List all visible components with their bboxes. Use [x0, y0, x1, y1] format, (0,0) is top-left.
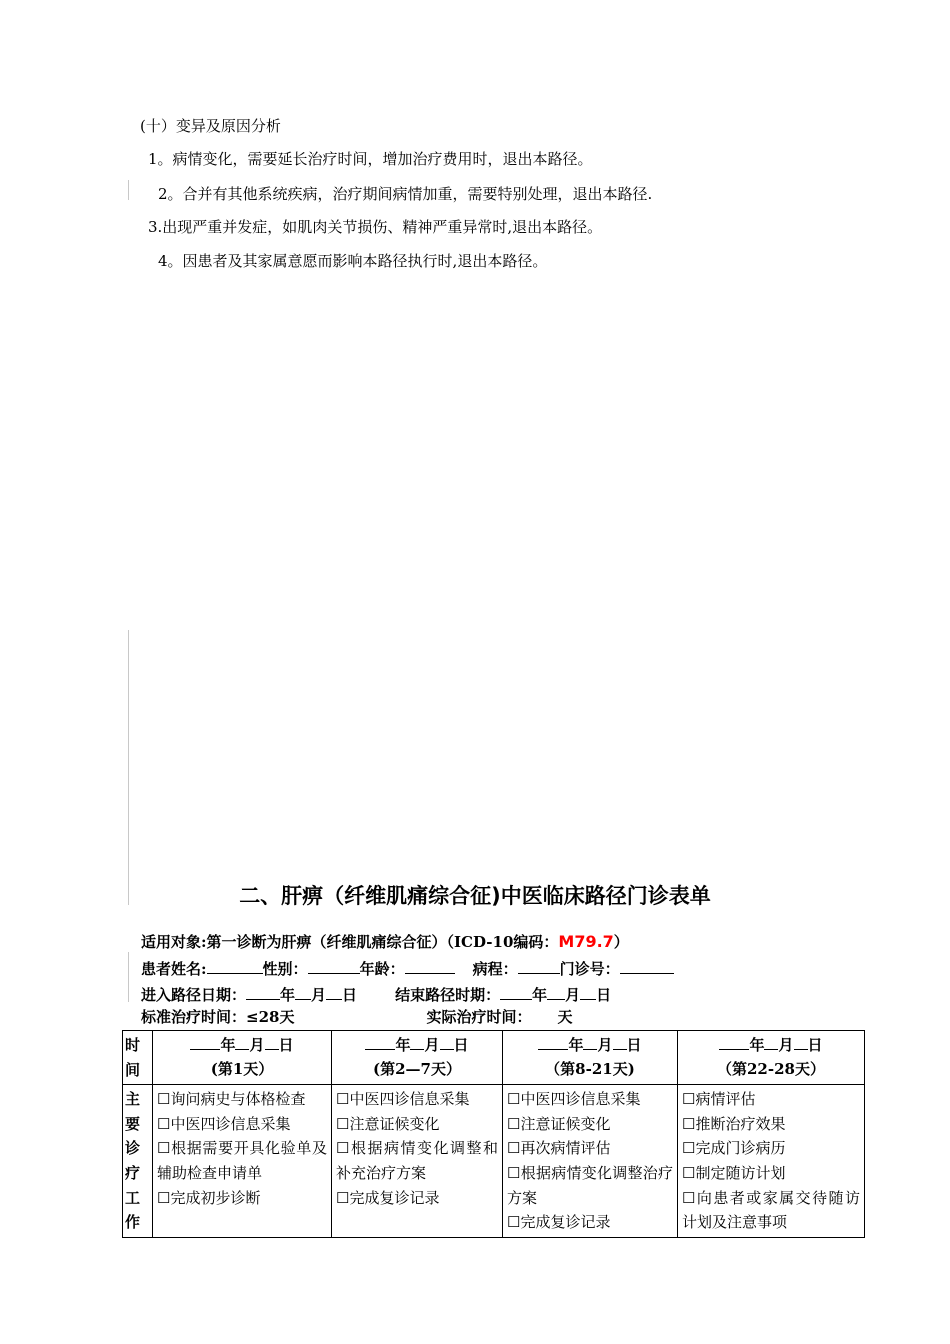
end-year-label: 年: [532, 986, 548, 1004]
checklist-item[interactable]: ☐推断治疗效果: [682, 1114, 786, 1133]
day-field[interactable]: [794, 1034, 808, 1050]
age-label: 年龄：: [359, 960, 405, 978]
course-field[interactable]: [518, 958, 560, 974]
date-line: [336, 1033, 498, 1057]
checklist-item[interactable]: ☐完成复诊记录: [507, 1213, 611, 1232]
form-title: 二、肝痹（纤维肌痛综合征)中医临床路径门诊表单: [239, 884, 711, 908]
table-header-row: [123, 1031, 865, 1085]
standard-time-label: 标准治疗时间：≤28天: [141, 1008, 295, 1026]
task-cell-day-1: [153, 1085, 332, 1238]
period-label: （第22-28天）: [717, 1060, 825, 1078]
actual-time-label: 实际治疗时间：: [426, 1008, 532, 1026]
end-day-label: 日: [596, 986, 612, 1004]
year-field[interactable]: [719, 1034, 749, 1050]
entry-year-field[interactable]: [246, 984, 280, 1000]
row-label-char: 工: [125, 1188, 141, 1207]
day-label: 日: [278, 1036, 294, 1054]
clinic-no-field[interactable]: [620, 958, 674, 974]
day-field[interactable]: [613, 1034, 627, 1050]
checklist-item[interactable]: ☐根据病情变化调整治疗方案: [507, 1163, 673, 1207]
checklist-item[interactable]: ☐再次病情评估: [507, 1139, 611, 1158]
clinic-no-label: 门诊号：: [559, 960, 620, 978]
margin-mark: [128, 180, 129, 200]
date-line: [507, 1033, 673, 1057]
row-label-char: 疗: [125, 1163, 141, 1182]
checklist-item[interactable]: ☐询问病史与体格检查: [157, 1090, 306, 1109]
month-label: 月: [597, 1036, 613, 1054]
row-label-char: 主: [125, 1090, 141, 1109]
variation-item-2: 2。合并有其他系统疾病，治疗期间病情加重，需要特别处理，退出本路径.: [158, 185, 653, 203]
checklist-item[interactable]: ☐中医四诊信息采集: [336, 1090, 470, 1109]
task-cell-day-22-28: [678, 1085, 865, 1238]
period-label: (第2—7天）: [373, 1060, 461, 1078]
column-header-day-2-7: [332, 1031, 503, 1085]
task-cell-day-2-7: [332, 1085, 503, 1238]
entry-month-label: 月: [311, 986, 327, 1004]
checklist-item[interactable]: ☐病情评估: [682, 1090, 756, 1109]
icd-code: M79.7: [558, 932, 614, 951]
time-label-char: 时: [125, 1036, 141, 1054]
applicable-line: [141, 932, 629, 952]
row-label-char: 要: [125, 1114, 141, 1133]
entry-date-label: 进入路径日期：: [141, 986, 247, 1004]
checklist-item[interactable]: ☐制定随访计划: [682, 1163, 786, 1182]
sex-field[interactable]: [308, 958, 360, 974]
day-field[interactable]: [265, 1034, 279, 1050]
sex-label: 性别：: [262, 960, 308, 978]
month-label: 月: [778, 1036, 794, 1054]
main-work-row: [123, 1085, 865, 1238]
year-field[interactable]: [538, 1034, 568, 1050]
checklist-item[interactable]: ☐向患者或家属交待随访计划及注意事项: [682, 1188, 860, 1232]
dates-line: [141, 984, 611, 1005]
course-label: 病程：: [472, 960, 518, 978]
column-header-day-1: [153, 1031, 332, 1085]
checklist-item[interactable]: ☐根据需要开具化验单及辅助检查申请单: [157, 1139, 327, 1182]
month-field[interactable]: [583, 1034, 597, 1050]
checklist-item[interactable]: ☐中医四诊信息采集: [157, 1114, 291, 1133]
date-line: [682, 1033, 860, 1057]
day-label: 日: [626, 1036, 642, 1054]
end-year-field[interactable]: [500, 984, 532, 1000]
checklist-item[interactable]: ☐完成复诊记录: [336, 1188, 440, 1207]
year-label: 年: [395, 1036, 411, 1054]
end-month-label: 月: [565, 986, 581, 1004]
checklist-item[interactable]: ☐中医四诊信息采集: [507, 1090, 641, 1109]
checklist-item[interactable]: ☐根据病情变化调整和补充治疗方案: [336, 1139, 498, 1182]
patient-line: [141, 958, 674, 979]
entry-day-label: 日: [342, 986, 358, 1004]
period-label: (第1天）: [210, 1060, 274, 1078]
row-label-char: 诊: [125, 1139, 141, 1158]
end-day-field[interactable]: [580, 984, 596, 1000]
month-label: 月: [249, 1036, 265, 1054]
pathway-table: [122, 1030, 865, 1238]
end-month-field[interactable]: [547, 984, 565, 1000]
date-line: [157, 1033, 327, 1057]
day-field[interactable]: [440, 1034, 454, 1050]
patient-name-label: 患者姓名:: [141, 960, 207, 978]
month-label: 月: [424, 1036, 440, 1054]
age-field[interactable]: [405, 958, 455, 974]
checklist-item[interactable]: ☐完成初步诊断: [157, 1188, 261, 1207]
year-label: 年: [568, 1036, 584, 1054]
checklist-item[interactable]: ☐注意证候变化: [507, 1114, 611, 1133]
day-label: 日: [453, 1036, 469, 1054]
variation-item-4: 4。因患者及其家属意愿而影响本路径执行时,退出本路径。: [158, 252, 548, 270]
task-cell-day-8-21: [503, 1085, 678, 1238]
month-field[interactable]: [410, 1034, 424, 1050]
month-field[interactable]: [235, 1034, 249, 1050]
applicable-suffix: ）: [613, 933, 629, 951]
entry-day-field[interactable]: [326, 984, 342, 1000]
time-label-char: 间: [125, 1060, 141, 1079]
month-field[interactable]: [764, 1034, 778, 1050]
entry-year-label: 年: [280, 986, 296, 1004]
time-label-cell: [123, 1031, 153, 1085]
margin-mark: [128, 630, 129, 905]
column-header-day-8-21: [503, 1031, 678, 1085]
main-work-label-cell: [123, 1085, 153, 1238]
year-label: 年: [749, 1036, 765, 1054]
variation-item-1: 1。病情变化，需要延长治疗时间，增加治疗费用时，退出本路径。: [148, 150, 593, 168]
actual-time-unit: 天: [557, 1008, 573, 1026]
year-label: 年: [220, 1036, 236, 1054]
column-header-day-22-28: [678, 1031, 865, 1085]
checklist-item[interactable]: ☐完成门诊病历: [682, 1139, 786, 1158]
row-label-char: 作: [125, 1213, 141, 1232]
period-label: （第8-21天): [545, 1060, 635, 1078]
year-field[interactable]: [190, 1034, 220, 1050]
patient-name-field[interactable]: [207, 958, 263, 974]
variation-item-3: 3.出现严重并发症，如肌肉关节损伤、精神严重异常时,退出本路径。: [148, 218, 603, 236]
entry-month-field[interactable]: [295, 984, 311, 1000]
treatment-time-line: [141, 1007, 572, 1027]
section-heading: (十）变异及原因分析: [140, 117, 281, 135]
applicable-label: 适用对象:第一诊断为肝痹（纤维肌痛综合征）（ICD-10编码：: [141, 933, 559, 951]
checklist-item[interactable]: ☐注意证候变化: [336, 1114, 440, 1133]
end-date-label: 结束路径时期：: [395, 986, 501, 1004]
margin-mark: [128, 952, 129, 1002]
year-field[interactable]: [365, 1034, 395, 1050]
day-label: 日: [807, 1036, 823, 1054]
